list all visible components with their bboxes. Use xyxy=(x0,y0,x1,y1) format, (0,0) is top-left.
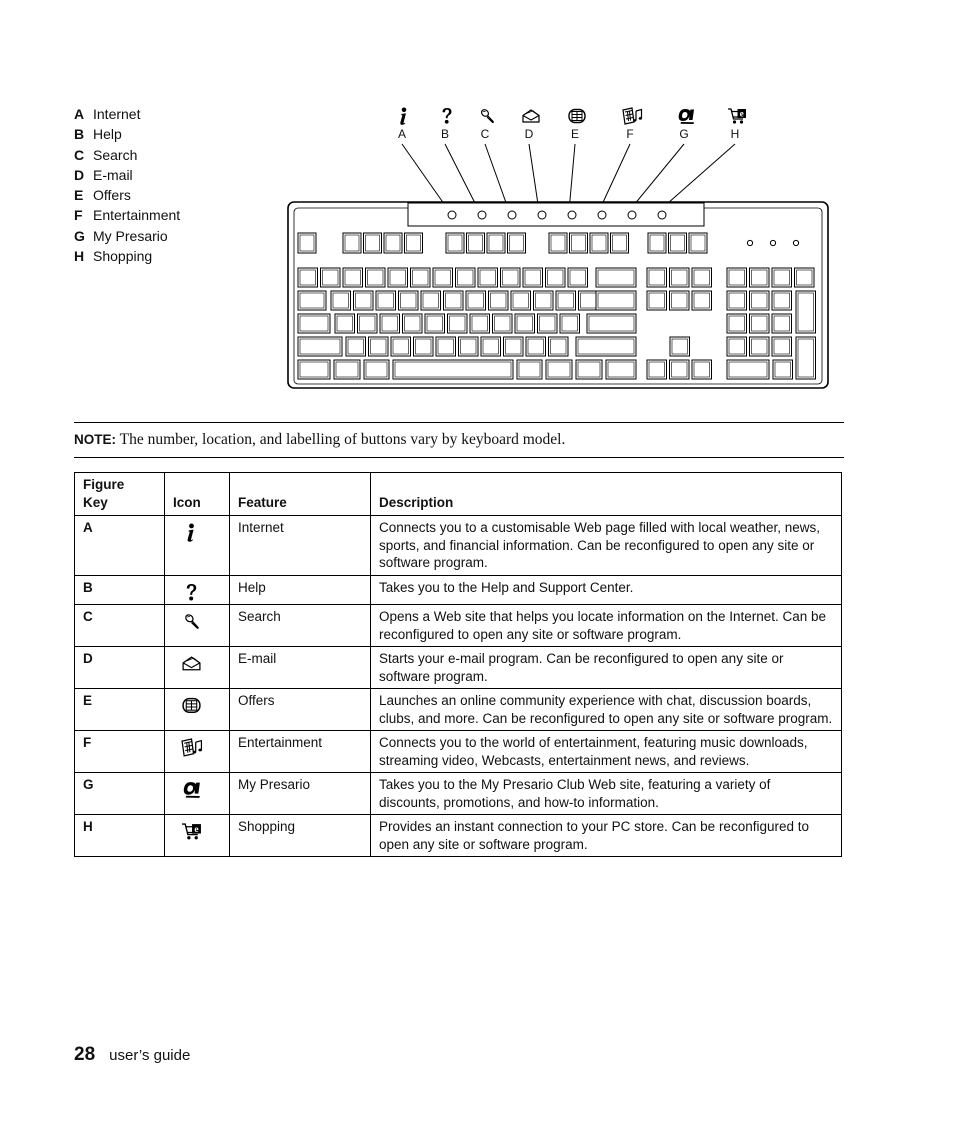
key xyxy=(388,268,408,287)
key xyxy=(511,291,531,310)
help-icon xyxy=(181,583,202,602)
legend-key: G xyxy=(74,227,85,244)
f-key xyxy=(487,233,505,253)
easy-access-button-e xyxy=(568,211,576,219)
easy-access-button-b xyxy=(478,211,486,219)
easy-access-button-g xyxy=(628,211,636,219)
numpad-key xyxy=(750,337,770,356)
key xyxy=(358,314,378,333)
numpad-key xyxy=(773,360,793,379)
legend-key: E xyxy=(74,187,84,204)
row-description: Provides an instant connection to your PC store. Can be reconfigured to open any site or software program. xyxy=(371,815,842,857)
callout-lines xyxy=(402,144,735,211)
nav-key xyxy=(670,291,690,310)
row-key: G xyxy=(75,773,165,815)
key xyxy=(466,291,486,310)
header-icon: Icon xyxy=(165,473,230,516)
key xyxy=(489,291,509,310)
numpad-key xyxy=(795,268,815,287)
numpad-key xyxy=(727,314,747,333)
legend-item-search xyxy=(74,145,180,165)
key xyxy=(568,268,588,287)
legend-label: E-mail xyxy=(93,166,133,183)
arrow-key xyxy=(670,337,690,356)
key xyxy=(364,360,389,379)
row-key: E xyxy=(75,689,165,731)
row-feature: Offers xyxy=(230,689,371,731)
row-icon xyxy=(165,605,230,647)
key-legend xyxy=(74,104,180,266)
my-presario-icon xyxy=(679,109,694,124)
f-key xyxy=(590,233,608,253)
nav-key xyxy=(647,268,667,287)
caps-key xyxy=(298,314,330,333)
indicator-light xyxy=(793,240,798,245)
callout-line-c xyxy=(485,144,509,211)
key xyxy=(321,268,341,287)
callout-letter-g: G xyxy=(679,127,689,141)
legend-label: Shopping xyxy=(93,248,153,265)
f-key xyxy=(384,233,402,253)
callout-letter-b: B xyxy=(440,127,450,141)
table-row xyxy=(75,731,842,773)
key xyxy=(526,337,546,356)
keyboard-diagram xyxy=(280,100,840,400)
header-feature: Feature xyxy=(230,473,371,516)
alt-key xyxy=(546,360,572,379)
row-description: Takes you to the Help and Support Center. xyxy=(371,575,842,605)
easy-access-button-h xyxy=(658,211,666,219)
row-description: Connects you to the world of entertainment, featuring music downloads, streaming video, Webcasts, entertainment news, and reviews. xyxy=(371,731,842,773)
row-key: H xyxy=(75,815,165,857)
key xyxy=(560,314,580,333)
key xyxy=(391,337,411,356)
legend-item-entertainment xyxy=(74,205,180,225)
footer-title: user’s guide xyxy=(109,1047,191,1064)
key xyxy=(549,337,569,356)
key xyxy=(366,268,386,287)
row-description: Launches an online community experience with chat, discussion boards, clubs, and more. Can be reconfigured to open any site or software program. xyxy=(371,689,842,731)
key xyxy=(436,337,456,356)
arrow-key xyxy=(670,360,690,379)
page-footer xyxy=(74,1044,190,1066)
numpad-key xyxy=(727,337,747,356)
nav-key xyxy=(648,233,666,253)
search-icon xyxy=(480,108,493,122)
numpad-key xyxy=(750,291,770,310)
f-key xyxy=(446,233,464,253)
table-row xyxy=(75,773,842,815)
legend-label: Entertainment xyxy=(93,207,181,224)
table-body xyxy=(75,516,842,857)
help-icon xyxy=(443,108,452,124)
callout-letter-d: D xyxy=(524,127,534,141)
f-key xyxy=(343,233,361,253)
row-icon xyxy=(165,575,230,605)
entertainment-icon xyxy=(623,108,642,124)
f-key xyxy=(611,233,629,253)
nav-key xyxy=(669,233,687,253)
numpad-key xyxy=(727,291,747,310)
arrow-key xyxy=(692,360,712,379)
row-feature: Shopping xyxy=(230,815,371,857)
callout-line-g xyxy=(629,144,684,211)
key xyxy=(380,314,400,333)
internet-icon xyxy=(181,523,202,542)
callout-line-a xyxy=(402,144,449,211)
row-key: F xyxy=(75,731,165,773)
legend-item-email xyxy=(74,165,180,185)
feature-table xyxy=(74,472,842,857)
key xyxy=(523,268,543,287)
key xyxy=(501,268,521,287)
key xyxy=(481,337,501,356)
note xyxy=(74,431,565,449)
numpad-enter-key xyxy=(796,337,816,379)
easy-access-button-c xyxy=(508,211,516,219)
numpad-zero-key xyxy=(727,360,769,379)
key xyxy=(346,337,366,356)
easy-access-button-d xyxy=(538,211,546,219)
header-description: Description xyxy=(371,473,842,516)
callout-line-f xyxy=(599,144,630,211)
key xyxy=(335,314,355,333)
f-key xyxy=(549,233,567,253)
nav-key xyxy=(689,233,707,253)
callout-letter-a: A xyxy=(397,127,407,141)
legend-item-internet xyxy=(74,104,180,124)
key xyxy=(478,268,498,287)
callout-line-e xyxy=(569,144,575,211)
row-icon xyxy=(165,647,230,689)
header-key-line1: Figure xyxy=(83,477,125,492)
key xyxy=(538,314,558,333)
key xyxy=(425,314,445,333)
legend-label: Search xyxy=(93,146,138,163)
indicator-light xyxy=(770,240,775,245)
key xyxy=(403,314,423,333)
key xyxy=(331,291,351,310)
my-presario-icon xyxy=(181,780,202,799)
nav-key xyxy=(692,291,712,310)
row-key: B xyxy=(75,575,165,605)
key xyxy=(534,291,554,310)
key xyxy=(433,268,453,287)
space-key xyxy=(393,360,513,379)
note-text: The number, location, and labelling of buttons vary by keyboard model. xyxy=(119,431,566,448)
key xyxy=(470,314,490,333)
easy-access-button-a xyxy=(448,211,456,219)
tab-key xyxy=(298,291,326,310)
callout-letter-f: F xyxy=(626,127,634,141)
row-description: Opens a Web site that helps you locate information on the Internet. Can be reconfigured to open any site or software program. xyxy=(371,605,842,647)
email-icon xyxy=(523,110,539,122)
note-top-rule xyxy=(74,422,844,423)
callout-letter-c: C xyxy=(480,127,490,141)
legend-item-my-presario xyxy=(74,226,180,246)
key xyxy=(369,337,389,356)
search-icon xyxy=(181,612,202,631)
alt-key xyxy=(334,360,360,379)
note-bottom-rule xyxy=(74,457,844,458)
key xyxy=(376,291,396,310)
shopping-icon xyxy=(728,109,746,124)
f-key xyxy=(508,233,526,253)
numpad-key xyxy=(772,314,792,333)
legend-label: Internet xyxy=(93,106,141,122)
svg-text:e: e xyxy=(194,825,199,836)
key xyxy=(399,291,419,310)
nav-key xyxy=(692,268,712,287)
esc-key xyxy=(298,233,316,253)
key xyxy=(343,268,363,287)
note-label: NOTE: xyxy=(74,432,116,447)
numpad-key xyxy=(727,268,747,287)
row-feature: My Presario xyxy=(230,773,371,815)
shopping-icon xyxy=(181,822,202,841)
legend-key: C xyxy=(74,146,85,163)
key xyxy=(515,314,535,333)
table-row xyxy=(75,516,842,576)
numpad-key xyxy=(750,314,770,333)
row-icon xyxy=(165,815,230,857)
numpad-key xyxy=(772,337,792,356)
legend-label: Offers xyxy=(93,187,131,204)
legend-label: Help xyxy=(93,126,122,143)
nav-key xyxy=(670,268,690,287)
email-icon xyxy=(181,654,202,673)
key xyxy=(576,360,602,379)
legend-key: B xyxy=(74,126,85,143)
numpad-key xyxy=(750,268,770,287)
callout-letter-e: E xyxy=(570,127,580,141)
key xyxy=(298,268,318,287)
callout-line-h xyxy=(659,144,735,211)
offers-icon xyxy=(569,110,585,123)
key xyxy=(459,337,479,356)
easy-access-button-f xyxy=(598,211,606,219)
callout-letter-h: H xyxy=(730,127,740,141)
callout-line-d xyxy=(529,144,539,211)
row-feature: Help xyxy=(230,575,371,605)
legend-item-shopping xyxy=(74,246,180,266)
key xyxy=(414,337,434,356)
key xyxy=(444,291,464,310)
row-feature: Search xyxy=(230,605,371,647)
legend-key: A xyxy=(74,106,85,122)
key xyxy=(596,291,636,310)
table-row xyxy=(75,647,842,689)
key xyxy=(456,268,476,287)
row-feature: Internet xyxy=(230,516,371,576)
table-header-row xyxy=(75,473,842,516)
svg-text:e: e xyxy=(739,108,744,119)
table-row xyxy=(75,575,842,605)
enter-key xyxy=(587,314,636,333)
row-description: Takes you to the My Presario Club Web site, featuring a variety of discounts, promotions, and how-to information. xyxy=(371,773,842,815)
key xyxy=(504,337,524,356)
ctrl-key xyxy=(298,360,330,379)
callout-letters xyxy=(398,127,739,141)
indicator-light xyxy=(747,240,752,245)
legend-label: My Presario xyxy=(93,227,168,244)
row-feature: E-mail xyxy=(230,647,371,689)
shift-key xyxy=(576,337,636,356)
entertainment-icon xyxy=(181,738,202,757)
f-key xyxy=(405,233,423,253)
row-description: Connects you to a customisable Web page filled with local weather, news, sports, and financial information. Can be reconfigured to open any site or software program. xyxy=(371,516,842,576)
header-key-line2: Key xyxy=(83,494,108,510)
ctrl-key xyxy=(606,360,636,379)
f-key xyxy=(364,233,382,253)
numpad-key xyxy=(772,291,792,310)
page-number: 28 xyxy=(74,1044,96,1065)
row-icon xyxy=(165,689,230,731)
legend-item-offers xyxy=(74,185,180,205)
row-icon xyxy=(165,773,230,815)
key xyxy=(556,291,576,310)
key xyxy=(493,314,513,333)
table-row xyxy=(75,605,842,647)
header-figure-key xyxy=(75,473,165,516)
key xyxy=(448,314,468,333)
table-row xyxy=(75,689,842,731)
legend-key: D xyxy=(74,166,85,183)
f-key xyxy=(570,233,588,253)
key xyxy=(411,268,431,287)
key xyxy=(354,291,374,310)
nav-key xyxy=(647,291,667,310)
arrow-key xyxy=(647,360,667,379)
row-key: D xyxy=(75,647,165,689)
row-key: A xyxy=(75,516,165,576)
key xyxy=(579,291,599,310)
shift-key xyxy=(298,337,342,356)
row-icon xyxy=(165,516,230,576)
key xyxy=(421,291,441,310)
legend-key: F xyxy=(74,207,83,224)
numpad-plus-key xyxy=(796,291,816,333)
row-feature: Entertainment xyxy=(230,731,371,773)
backspace-key xyxy=(596,268,636,287)
key xyxy=(517,360,542,379)
row-icon xyxy=(165,731,230,773)
row-description: Starts your e-mail program. Can be reconfigured to open any site or software program. xyxy=(371,647,842,689)
legend-item-help xyxy=(74,124,180,144)
callout-line-b xyxy=(445,144,479,211)
table-row xyxy=(75,815,842,857)
keyboard-body xyxy=(288,200,828,388)
key xyxy=(546,268,566,287)
internet-icon xyxy=(400,108,406,125)
callout-icons xyxy=(400,108,746,125)
row-key: C xyxy=(75,605,165,647)
f-key xyxy=(467,233,485,253)
offers-icon xyxy=(181,696,202,715)
legend-key: H xyxy=(74,248,85,265)
numpad-key xyxy=(772,268,792,287)
